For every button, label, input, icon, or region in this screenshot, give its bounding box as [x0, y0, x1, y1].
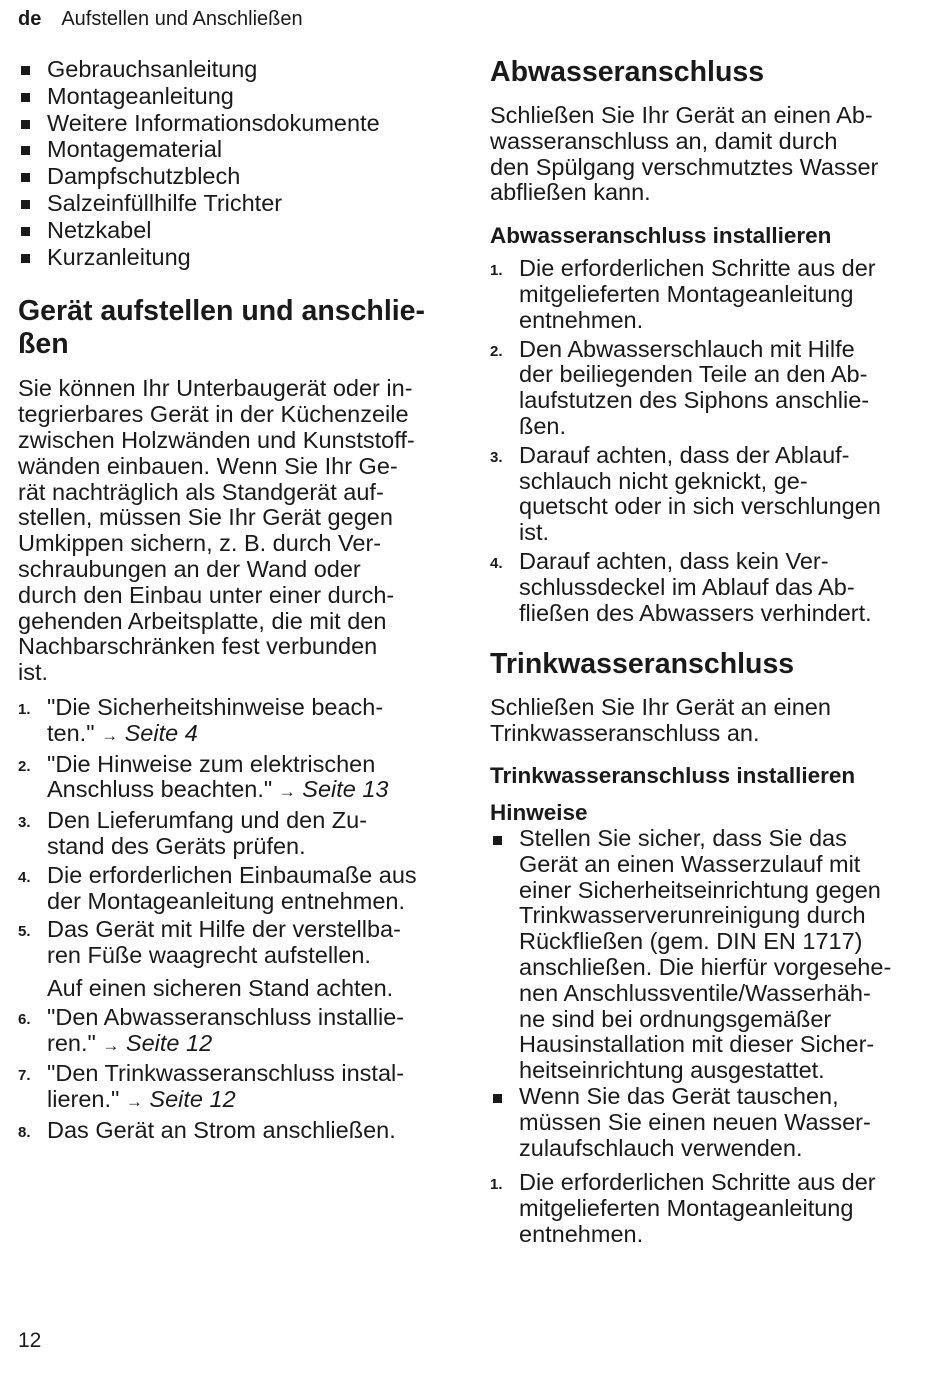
section-heading-trinkwasser: Trinkwasseranschluss: [490, 648, 795, 681]
arrow-icon: →: [125, 1092, 143, 1112]
step-number: 2.: [490, 342, 503, 360]
text-line: Umkippen sichern, z. B. durch Ver-: [18, 530, 382, 557]
step-item: [490, 443, 930, 546]
step-item: [18, 695, 458, 749]
step-text: [47, 751, 389, 803]
text-line: ten.": [47, 719, 95, 746]
step-note: Auf einen sicheren Stand achten.: [47, 974, 394, 1001]
page-reference-link[interactable]: Seite 4: [124, 719, 198, 746]
text-line: müssen Sie einen neuen Wasser-: [519, 1108, 871, 1135]
text-line: Rückfließen (gem. DIN EN 1717): [519, 928, 863, 955]
text-line: entnehmen.: [519, 306, 644, 333]
text-line: Den Lieferumfang und den Zu-: [47, 807, 368, 834]
text-line: Das Gerät an Strom anschließen.: [47, 1116, 396, 1143]
text-line: ne sind bei ordnungsgemäßer: [519, 1005, 832, 1032]
step-item: [18, 863, 458, 915]
note-item: [490, 1084, 930, 1161]
heading-line: Gerät aufstellen und anschlie-: [18, 295, 426, 328]
step-item: [490, 549, 930, 626]
step-text: [519, 255, 876, 333]
page-number: 12: [18, 1329, 42, 1352]
step-item: [18, 917, 458, 1001]
list-item: Netzkabel: [18, 217, 458, 244]
text-line: wänden einbauen. Wenn Sie Ihr Ge-: [18, 452, 398, 479]
page-reference-link[interactable]: Seite 12: [125, 1029, 213, 1056]
text-line: ßen.: [519, 412, 567, 439]
setup-intro-paragraph: [18, 376, 458, 686]
text-line: Den Abwasserschlauch mit Hilfe: [519, 335, 855, 362]
step-text: [47, 862, 417, 914]
text-line: zwischen Holzwänden und Kunststoff-: [18, 426, 415, 453]
right-column: [490, 56, 930, 1248]
text-line: "Die Hinweise zum elektrischen: [47, 750, 376, 777]
text-line: Die erforderlichen Schritte aus der: [519, 255, 876, 282]
step-number: 1.: [490, 1176, 503, 1194]
text-line: schraubungen an der Wand oder: [18, 555, 361, 582]
step-item: [18, 1061, 458, 1115]
text-line: ren.": [47, 1029, 96, 1056]
setup-steps-list: [18, 695, 458, 1144]
text-line: den Spülgang verschmutztes Wasser: [490, 153, 879, 180]
text-line: tegrierbares Gerät in der Küchenzeile: [18, 401, 409, 428]
list-item: Weitere Informationsdokumente: [18, 110, 458, 137]
text-line: nen Anschlussventile/Wasserhäh-: [519, 979, 871, 1006]
arrow-icon: →: [102, 1035, 120, 1055]
list-item: Montageanleitung: [18, 83, 458, 110]
step-item: [490, 1170, 930, 1247]
step-number: 7.: [18, 1067, 31, 1085]
list-item: Kurzanleitung: [18, 244, 458, 271]
arrow-icon: →: [101, 725, 119, 745]
text-line: Stellen Sie sicher, dass Sie das: [519, 824, 847, 851]
text-line: Darauf achten, dass der Ablauf-: [519, 441, 850, 468]
notes-heading: Hinweise: [490, 799, 588, 825]
text-line: einer Sicherheitseinrichtung gegen: [519, 876, 881, 903]
text-line: Darauf achten, dass kein Ver-: [519, 547, 829, 574]
text-line: Gerät an einen Wasserzulauf mit: [519, 850, 861, 877]
step-text: [519, 1169, 876, 1247]
trinkwasser-notes-list: [490, 826, 930, 1161]
step-text: [519, 442, 881, 545]
step-text: [47, 1004, 404, 1056]
step-text: [519, 336, 869, 439]
text-line: Hausinstallation mit dieser Sicher-: [519, 1031, 875, 1058]
text-line: stellen, müssen Sie Ihr Gerät gegen: [18, 504, 393, 531]
text-line: zulaufschlauch verwenden.: [519, 1134, 803, 1161]
step-item: [490, 337, 930, 440]
text-line: Schließen Sie Ihr Gerät an einen Ab-: [490, 102, 873, 128]
subheading-abwasser-install: Abwasseranschluss installieren: [490, 223, 832, 249]
text-line: quetscht oder in sich verschlungen: [519, 493, 881, 520]
heading-line: ßen: [18, 328, 69, 361]
step-text: [47, 1060, 404, 1112]
list-item: Salzeinfüllhilfe Trichter: [18, 190, 458, 217]
text-line: wasseranschluss an, damit durch: [490, 127, 838, 154]
step-text: [47, 694, 383, 746]
step-number: 6.: [18, 1010, 31, 1028]
text-line: "Den Abwasseranschluss installie-: [47, 1003, 405, 1030]
text-line: Das Gerät mit Hilfe der verstellba-: [47, 916, 401, 943]
scope-of-delivery-list: [18, 56, 458, 270]
text-line: Trinkwasseranschluss an.: [490, 720, 760, 747]
abwasser-steps-list: [490, 256, 930, 626]
abwasser-intro-paragraph: [490, 103, 930, 206]
text-line: rät nachträglich als Standgerät auf-: [18, 478, 384, 505]
step-text: [47, 807, 367, 859]
step-number: 1.: [18, 700, 31, 718]
step-number: 4.: [490, 554, 503, 572]
text-line: Schließen Sie Ihr Gerät an einen: [490, 694, 831, 721]
text-line: abfließen kann.: [490, 179, 651, 206]
page-reference-link[interactable]: Seite 13: [302, 776, 389, 803]
list-item: Dampfschutzblech: [18, 163, 458, 190]
text-line: schlussdeckel im Ablauf das Ab-: [519, 573, 855, 600]
step-number: 3.: [18, 814, 31, 832]
step-number: 3.: [490, 448, 503, 466]
text-line: Sie können Ihr Unterbaugerät oder in-: [18, 375, 413, 402]
step-item: [18, 1005, 458, 1059]
text-line: lieren.": [47, 1086, 120, 1113]
section-heading-abwasser: Abwasseranschluss: [490, 56, 765, 88]
step-item: [490, 256, 930, 333]
step-item: [18, 1118, 458, 1144]
text-line: anschließen. Die hierfür vorgesehe-: [519, 953, 892, 980]
step-item: [18, 808, 458, 860]
step-number: 4.: [18, 868, 31, 886]
section-heading-setup: [18, 295, 458, 361]
subheading-trinkwasser-install: Trinkwasseranschluss installieren: [490, 762, 856, 788]
text-line: Wenn Sie das Gerät tauschen,: [519, 1082, 839, 1109]
text-line: gehenden Arbeitsplatte, die mit den: [18, 607, 387, 634]
text-line: heitseinrichtung ausgestattet.: [519, 1057, 825, 1084]
left-column: [18, 56, 458, 1144]
text-line: Anschluss beachten.": [47, 776, 273, 803]
text-line: "Die Sicherheitshinweise beach-: [47, 693, 384, 720]
text-line: ist.: [519, 519, 550, 546]
trinkwasser-steps-list: [490, 1170, 930, 1247]
text-line: Die erforderlichen Schritte aus der: [519, 1169, 876, 1196]
text-line: ren Füße waagrecht aufstellen.: [47, 942, 371, 969]
arrow-icon: →: [278, 782, 296, 802]
language-code: de: [18, 8, 42, 30]
text-line: der Montageanleitung entnehmen.: [47, 887, 405, 914]
text-line: laufstutzen des Siphons anschlie-: [519, 387, 870, 414]
text-line: durch den Einbau unter einer durch-: [18, 581, 395, 608]
step-text: [47, 1117, 396, 1143]
step-number: 2.: [18, 757, 31, 775]
step-text: [47, 916, 401, 968]
list-item: Montagematerial: [18, 136, 458, 163]
step-number: 8.: [18, 1123, 31, 1141]
text-line: Trinkwasserverunreinigung durch: [519, 902, 866, 929]
note-item: [490, 826, 930, 1084]
text-line: Nachbarschränken fest verbunden: [18, 633, 378, 660]
page-header: [18, 8, 303, 31]
text-line: Die erforderlichen Einbaumaße aus: [47, 861, 417, 888]
text-line: schlauch nicht geknickt, ge-: [519, 467, 808, 494]
list-item: Gebrauchsanleitung: [18, 56, 458, 83]
text-line: fließen des Abwassers verhindert.: [519, 599, 872, 626]
text-line: "Den Trinkwasseranschluss instal-: [47, 1060, 405, 1087]
section-title: Aufstellen und Anschließen: [61, 8, 303, 30]
step-number: 5.: [18, 923, 31, 941]
text-line: mitgelieferten Montageanleitung: [519, 280, 854, 307]
text-line: ist.: [18, 659, 49, 686]
step-text: [519, 548, 872, 626]
text-line: entnehmen.: [519, 1220, 644, 1247]
page-reference-link[interactable]: Seite 12: [149, 1086, 236, 1113]
text-line: der beiliegenden Teile an den Ab-: [519, 361, 868, 388]
step-number: 1.: [490, 262, 503, 280]
text-line: stand des Geräts prüfen.: [47, 832, 306, 859]
step-item: [18, 752, 458, 806]
trinkwasser-intro-paragraph: [490, 695, 930, 747]
text-line: mitgelieferten Montageanleitung: [519, 1195, 854, 1222]
